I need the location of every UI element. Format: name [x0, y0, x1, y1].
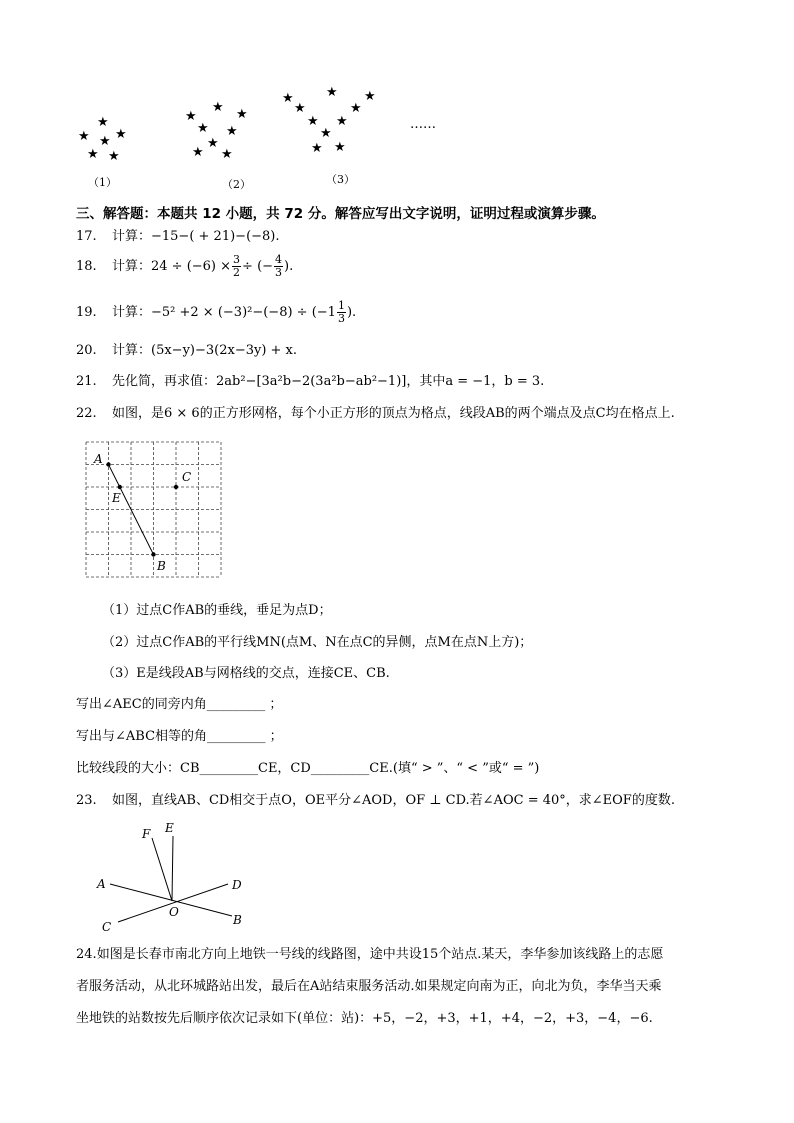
star-icon: ★ [226, 124, 238, 139]
label-e: E [112, 491, 121, 505]
question-24 [76, 946, 663, 964]
q22-sub3: （3）E是线段AB与网格线的交点，连接CE、CB. [102, 666, 390, 681]
q22-fill-1: 写出∠AEC的同旁内角_________ ； [76, 697, 283, 712]
question-22 [76, 405, 675, 423]
angle-figure [90, 816, 260, 936]
point-e [118, 485, 122, 489]
star-icon: ★ [192, 145, 204, 160]
question-number: 22. [76, 406, 97, 421]
point-b [151, 552, 155, 556]
question-number: 21. [76, 374, 97, 389]
question-text: 计算：24 ÷ (−6) × [112, 259, 232, 274]
question-18: 18. 计算：24 ÷ (−6) × $\frac{3}{2}$ ÷ (− $\frac{4}{3}$ ). [76, 253, 294, 279]
star-icon: ★ [87, 147, 99, 162]
star-icon: ★ [307, 114, 319, 129]
question-text: 计算：(5x−y)−3(2x−3y) + x. [112, 343, 298, 358]
label-b: B [157, 559, 166, 573]
q22-fill-2: 写出与∠ABC相等的角_________ ； [76, 729, 283, 744]
ellipsis: …… [410, 117, 436, 132]
question-text: 如图是长春市南北方向上地铁一号线的线路图，途中共设15个站点.某天，李华参加该线路上的志愿 [96, 947, 664, 962]
ray-of [152, 838, 172, 901]
label-b: B [233, 913, 242, 927]
question-text: 如图，是6 × 6的正方形网格，每个小正方形的顶点为格点，线段AB的两个端点及点C均在格点上. [112, 406, 675, 421]
point-c [174, 485, 178, 489]
star-icon: ★ [236, 107, 248, 122]
question-number: 20. [76, 343, 97, 358]
fraction: $\frac{4}{3}$ [275, 253, 283, 279]
label-d: D [232, 878, 242, 892]
star-icon: ★ [212, 100, 224, 115]
question-24-line3: 坐地铁的站数按先后顺序依次记录如下(单位：站)：+5，−2，+3，+1，+4，−2，+3，−4，−6. [76, 1011, 653, 1026]
question-21 [76, 373, 544, 391]
label-c: C [102, 920, 112, 934]
question-17 [76, 228, 280, 246]
question-text: 计算：−15−( + 21)−(−8). [112, 229, 280, 244]
star-icon: ★ [336, 114, 348, 129]
label-a: A [94, 452, 103, 466]
ray-oe [172, 836, 173, 901]
question-number: 23. [76, 793, 97, 808]
question-19: 19. 计算：−5² +2 × (−3)²−(−8) ÷ (−1 $\frac{1}{3}$ ). [76, 299, 357, 325]
section-heading: 三、解答题：本题共 12 小题，共 72 分。解答应写出文字说明，证明过程或演算步骤。 [76, 206, 605, 222]
star-icon: ★ [197, 121, 209, 136]
q22-sub1: （1）过点C作AB的垂线，垂足为点D； [102, 603, 332, 618]
star-icon: ★ [364, 89, 376, 104]
star-icon: ★ [108, 149, 120, 164]
figure-label: （3） [326, 173, 355, 186]
question-text: 如图，直线AB、CD相交于点O，OE平分∠AOD，OF ⊥ CD.若∠AOC = 40°，求∠EOF的度数. [112, 793, 675, 808]
question-number: 24. [76, 947, 97, 962]
question-20 [76, 342, 297, 360]
question-text: 先化简，再求值：2ab²−[3a²b−2(3a²b−ab²−1)]，其中a = −1，b = 3. [112, 374, 545, 389]
question-23 [76, 792, 675, 810]
point-a [106, 462, 110, 466]
q22-fill-3: 比较线段的大小：CB_________CE，CD_________CE.(填“ > ”、“ < ”或“ = ”) [76, 761, 540, 776]
star-icon: ★ [185, 109, 197, 124]
question-24-line2: 者服务活动，从北环城路站出发，最后在A站结束服务活动.如果规定向南为正，向北为负，李华当天乘 [76, 979, 662, 994]
grid-figure [80, 436, 230, 584]
label-a: A [97, 877, 106, 891]
star-icon: ★ [334, 140, 346, 155]
label-c: C [182, 470, 192, 484]
fraction: $\frac{1}{3}$ [337, 299, 345, 325]
star-icon: ★ [311, 141, 323, 156]
question-number: 18. [76, 259, 97, 274]
label-e: E [165, 821, 174, 835]
star-icon: ★ [78, 129, 90, 144]
fraction: $\frac{3}{2}$ [233, 253, 241, 279]
label-f: F [142, 827, 151, 841]
star-icon: ★ [115, 127, 127, 142]
question-number: 17. [76, 229, 97, 244]
star-icon: ★ [350, 101, 362, 116]
star-icon: ★ [294, 101, 306, 116]
star-icon: ★ [221, 147, 233, 162]
figure-label: （2） [222, 178, 251, 191]
label-o: O [169, 905, 179, 919]
star-icon: ★ [207, 136, 219, 151]
star-icon: ★ [282, 91, 294, 106]
question-number: 19. [76, 305, 97, 320]
star-icon: ★ [326, 85, 338, 100]
question-text: 计算：−5² +2 × (−3)²−(−8) ÷ (−1 [112, 305, 336, 320]
figure-label: （1） [88, 176, 117, 189]
star-icon: ★ [99, 134, 111, 149]
star-icon: ★ [97, 115, 109, 130]
q22-sub2: （2）过点C作AB的平行线MN(点M、N在点C的异侧，点M在点N上方)； [102, 635, 533, 650]
star-icon: ★ [320, 126, 332, 141]
